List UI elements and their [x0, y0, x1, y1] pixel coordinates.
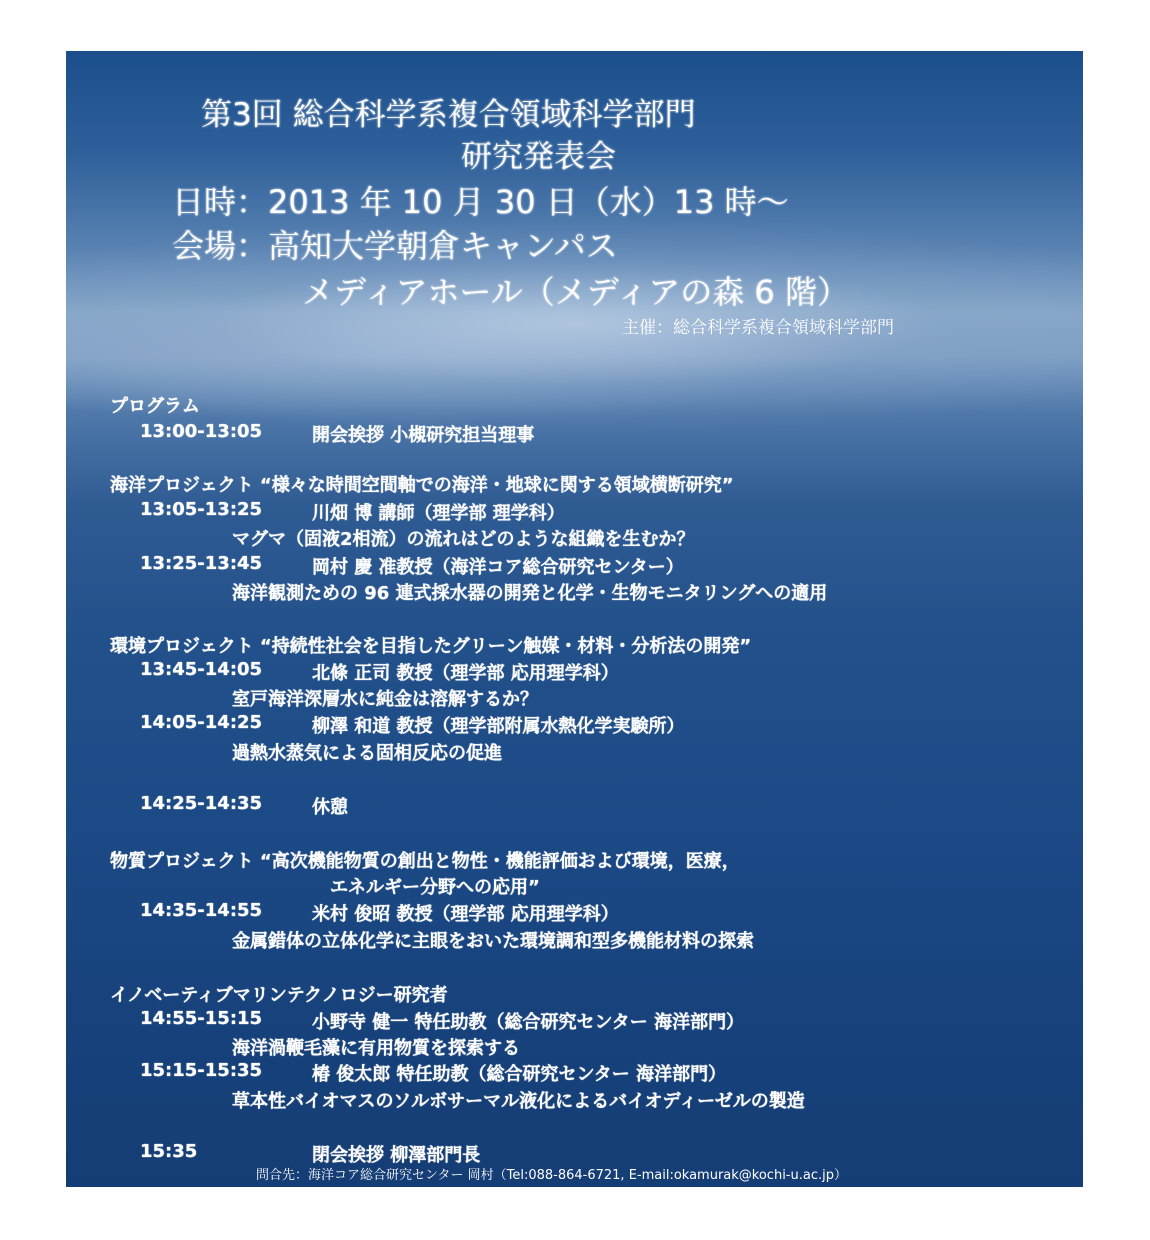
- event-datetime: 日時：2013 年 10 月 30 日（水）13 時～: [172, 183, 789, 221]
- talk-speaker: 椿 俊太郎 特任助教（総合研究センター 海洋部門）: [312, 1064, 727, 1085]
- organizer: 主催：総合科学系複合領域科学部門: [622, 318, 894, 338]
- talk-time: 13:45-14:05: [140, 659, 263, 680]
- talk-speaker: 柳澤 和道 教授（理学部附属水熱化学実験所）: [312, 716, 685, 737]
- closing-remarks: 閉会挨拶 柳澤部門長: [312, 1145, 481, 1166]
- talk-speaker: 米村 俊昭 教授（理学部 応用理学科）: [312, 904, 619, 925]
- break-time: 14:25-14:35: [140, 793, 263, 814]
- talk-title: 海洋観測ための 96 連式採水器の開発と化学・生物モニタリングへの適用: [232, 583, 828, 604]
- opening-time: 13:00-13:05: [140, 421, 263, 442]
- talk-title: 室戸海洋深層水に純金は溶解するか？: [232, 689, 538, 710]
- talk-speaker: 北條 正司 教授（理学部 応用理学科）: [312, 663, 619, 684]
- innovative-heading: イノベーティブマリンテクノロジー研究者: [110, 985, 448, 1006]
- environment-project-heading: 環境プロジェクト “持続性社会を目指したグリーン触媒・材料・分析法の開発”: [110, 636, 752, 657]
- talk-time: 14:55-15:15: [140, 1008, 263, 1029]
- contact-info: 問合先：海洋コア総合研究センター 岡村（Tel:088-864-6721, E-mail:okamurak@kochi-u.ac.jp）: [256, 1168, 847, 1183]
- talk-speaker: 川畑 博 講師（理学部 理学科）: [312, 503, 565, 524]
- talk-time: 13:25-13:45: [140, 553, 263, 574]
- opening-remarks: 開会挨拶 小槻研究担当理事: [312, 425, 535, 446]
- closing-time: 15:35: [140, 1141, 198, 1162]
- program-heading: プログラム: [110, 396, 200, 417]
- talk-title: マグマ（固液2相流）の流れはどのような組織を生むか？: [232, 529, 695, 550]
- talk-title: 海洋渦鞭毛藻に有用物質を探索する: [232, 1038, 520, 1059]
- talk-speaker: 岡村 慶 准教授（海洋コア総合研究センター）: [312, 557, 684, 578]
- ocean-project-heading: 海洋プロジェクト “様々な時間空間軸での海洋・地球に関する領域横断研究”: [110, 475, 734, 496]
- talk-time: 14:35-14:55: [140, 900, 263, 921]
- event-poster: [66, 51, 1083, 1187]
- talk-title: 草本性バイオマスのソルボサーマル液化によるバイオディーゼルの製造: [232, 1091, 805, 1112]
- talk-time: 15:15-15:35: [140, 1060, 263, 1081]
- title-line-1: 第3回 総合科学系複合領域科学部門: [201, 97, 696, 133]
- event-venue: 会場：高知大学朝倉キャンパス: [172, 227, 618, 265]
- event-venue-room: メディアホール（メディアの森 6 階）: [302, 273, 849, 311]
- break-label: 休憩: [312, 797, 348, 818]
- talk-time: 13:05-13:25: [140, 499, 263, 520]
- title-line-2: 研究発表会: [461, 139, 616, 175]
- talk-speaker: 小野寺 健一 特任助教（総合研究センター 海洋部門）: [312, 1012, 745, 1033]
- talk-title: 金属錯体の立体化学に主眼をおいた環境調和型多機能材料の探索: [232, 931, 754, 952]
- talk-title: 過熱水蒸気による固相反応の促進: [232, 743, 502, 764]
- materials-project-heading-cont: エネルギー分野への応用”: [330, 877, 540, 898]
- talk-time: 14:05-14:25: [140, 712, 263, 733]
- materials-project-heading: 物質プロジェクト “高次機能物質の創出と物性・機能評価および環境，医療，: [110, 851, 740, 872]
